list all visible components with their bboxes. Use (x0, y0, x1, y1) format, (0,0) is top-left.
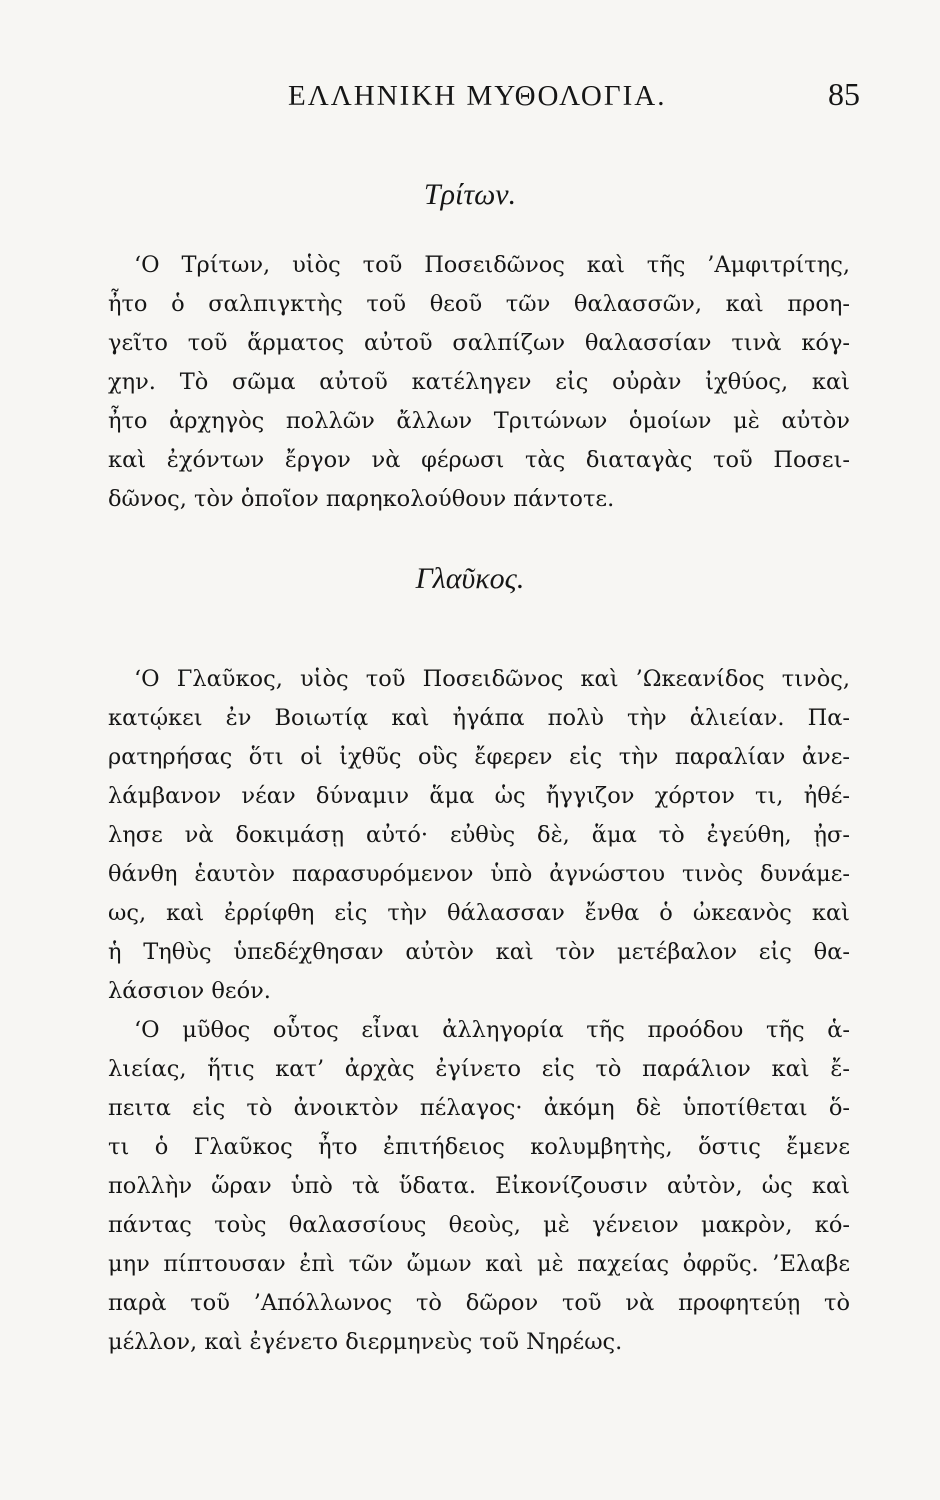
text-line: ‘Ο μῦθος οὗτος εἶναι ἀλληγορία τῆς προόδου τῆς ἁ- (134, 1017, 850, 1043)
running-head (80, 76, 860, 120)
text-line: λάσσιον θεόν. (108, 978, 271, 1004)
text-line: λησε νὰ δοκιμάσῃ αὐτό· εὐθὺς δὲ, ἅμα τὸ ἐγεύθη, ᾐσ- (108, 822, 850, 848)
text-line: μέλλον, καὶ ἐγένετο διερμηνεὺς τοῦ Νηρέως. (108, 1329, 623, 1355)
text-line: λιείας, ἥτις κατ’ ἀρχὰς ἐγίνετο εἰς τὸ παράλιον καὶ ἔ- (108, 1056, 850, 1082)
text-line: χην. Τὸ σῶμα αὐτοῦ κατέληγεν εἰς οὐρὰν ἰχθύος, καὶ (108, 369, 850, 395)
paragraph-triton (108, 246, 850, 519)
text-line: θάνθη ἑαυτὸν παρασυρόμενον ὑπὸ ἀγνώστου τινὸς δυνάμε- (108, 861, 850, 887)
text-line: λάμβανον νέαν δύναμιν ἅμα ὡς ἤγγιζον χόρτον τι, ἠθέ- (108, 783, 850, 809)
paragraph-glaukos-1 (108, 660, 850, 1011)
page-number: 85 (828, 76, 860, 112)
text-line: πολλὴν ὥραν ὑπὸ τὰ ὕδατα. Εἰκονίζουσιν αὐτὸν, ὡς καὶ (108, 1173, 850, 1199)
section-heading-glaukos: Γλαῦκος. (415, 562, 525, 595)
text-line: ‘Ο Γλαῦκος, υἱὸς τοῦ Ποσειδῶνος καὶ ’Ωκεανίδος τινὸς, (134, 666, 850, 692)
text-line: ἦτο ἀρχηγὸς πολλῶν ἄλλων Τριτώνων ὁμοίων μὲ αὐτὸν (108, 408, 850, 434)
text-line: μην πίπτουσαν ἐπὶ τῶν ὤμων καὶ μὲ παχείας ὀφρῦς. ’Ελαβε (108, 1251, 850, 1277)
text-line: τι ὁ Γλαῦκος ἦτο ἐπιτήδειος κολυμβητὴς, ὅστις ἔμενε (108, 1134, 850, 1160)
text-line: ἡ Τηθὺς ὑπεδέχθησαν αὐτὸν καὶ τὸν μετέβαλον εἰς θα- (108, 939, 850, 965)
text-line: πάντας τοὺς θαλασσίους θεοὺς, μὲ γένειον μακρὸν, κό- (108, 1212, 850, 1238)
text-line: παρὰ τοῦ ’Απόλλωνος τὸ δῶρον τοῦ νὰ προφητεύῃ τὸ (108, 1290, 850, 1316)
text-line: ως, καὶ ἐρρίφθη εἰς τὴν θάλασσαν ἔνθα ὁ ὠκεανὸς καὶ (108, 900, 850, 926)
text-line: ἦτο ὁ σαλπιγκτὴς τοῦ θεοῦ τῶν θαλασσῶν, καὶ προη- (108, 291, 850, 317)
text-line: ρατηρήσας ὅτι οἱ ἰχθῦς οὓς ἔφερεν εἰς τὴν παραλίαν ἀνε- (108, 744, 850, 770)
section-heading-triton: Τρίτων. (423, 178, 517, 211)
text-line: πειτα εἰς τὸ ἀνοικτὸν πέλαγος· ἀκόμη δὲ ὑποτίθεται ὅ- (108, 1095, 850, 1121)
running-title: ΕΛΛΗΝΙΚΗ ΜΥΘΟΛΟΓΙΑ. (288, 80, 667, 112)
paragraph-glaukos-2 (108, 1011, 850, 1362)
text-line: γεῖτο τοῦ ἅρματος αὐτοῦ σαλπίζων θαλασσίαν τινὰ κόγ- (108, 330, 850, 356)
text-line: καὶ ἐχόντων ἔργον νὰ φέρωσι τὰς διαταγὰς τοῦ Ποσει- (108, 447, 850, 473)
text-line: δῶνος, τὸν ὁποῖον παρηκολούθουν πάντοτε. (108, 486, 615, 512)
text-line: ‘Ο Τρίτων, υἱὸς τοῦ Ποσειδῶνος καὶ τῆς ’Αμφιτρίτης, (134, 252, 850, 278)
text-line: κατῴκει ἐν Βοιωτίᾳ καὶ ἠγάπα πολὺ τὴν ἁλιείαν. Πα- (108, 705, 850, 731)
